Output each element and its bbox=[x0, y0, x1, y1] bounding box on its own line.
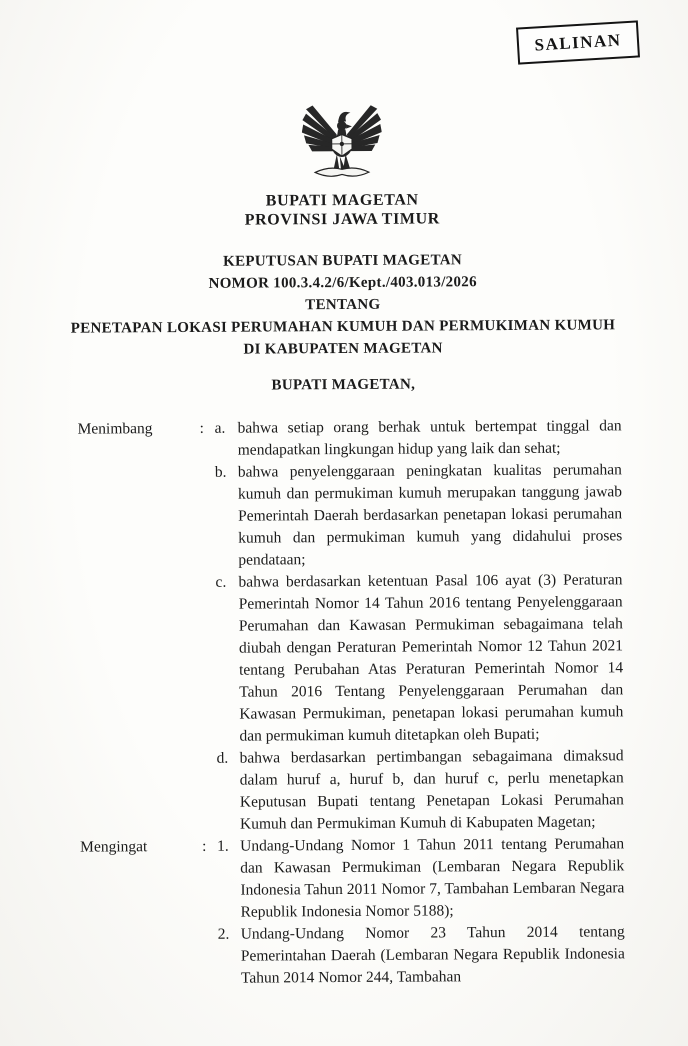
doc-number: NOMOR 100.3.4.2/6/Kept./403.013/2026 bbox=[208, 274, 477, 292]
item-text: Undang-Undang Nomor 1 Tahun 2011 tentang Perumahan dan Kawasan Permukiman (Lembaran Negara Republik Indonesia Tahun 2011 Nomor 7, Tambahan Lembaran Negara Republik Indonesia Nomor 5188); bbox=[240, 835, 625, 921]
issuer-salutation: BUPATI MAGETAN, bbox=[271, 376, 416, 394]
item-marker: c. bbox=[215, 573, 227, 591]
motto-ribbon bbox=[315, 168, 369, 176]
considerations-label: Menimbang bbox=[77, 420, 153, 438]
legal-basis-item-2 bbox=[218, 921, 625, 989]
title-block bbox=[0, 248, 687, 362]
salinan-stamp-label: SALINAN bbox=[533, 29, 622, 55]
item-marker: 1. bbox=[217, 837, 229, 855]
considerations-section bbox=[0, 415, 688, 837]
item-marker: b. bbox=[214, 463, 227, 481]
legal-basis-item-1 bbox=[217, 833, 625, 923]
item-text: Undang-Undang Nomor 23 Tahun 2014 tentang Pemerintahan Daerah (Lembaran Negara Republik Indonesia Tahun 2014 Nomor 244, Tambahan bbox=[240, 923, 625, 987]
doc-subject-line1: PENETAPAN LOKASI PERUMAHAN KUMUH DAN PERMUKIMAN KUMUH bbox=[70, 317, 616, 337]
item-text: bahwa penyelenggaraan peningkatan kualitas perumahan kumuh dan permukiman kumuh merupakan tanggung jawab Pemerintah Daerah berdasarkan penetapan lokasi perumahan kumuh dan permukiman kumuh yang didahului proses pendataan; bbox=[237, 461, 623, 569]
item-marker: d. bbox=[216, 749, 229, 767]
consideration-item-a bbox=[215, 415, 622, 461]
consideration-item-c bbox=[215, 569, 623, 747]
considerations-items bbox=[215, 415, 625, 835]
item-marker: a. bbox=[214, 419, 226, 437]
legal-basis-colon: : bbox=[202, 837, 207, 855]
letterhead bbox=[0, 0, 686, 231]
considerations-colon: : bbox=[199, 419, 204, 437]
legal-basis-label: Mengingat bbox=[80, 838, 148, 856]
doc-about-label: TENTANG bbox=[305, 296, 381, 314]
consideration-item-b bbox=[215, 459, 623, 571]
item-text: bahwa berdasarkan pertimbangan sebagaimana dimaksud dalam huruf a, huruf b, dan huruf c, perlu menetapkan Keputusan Bupati tentang Penetapan Lokasi Perumahan Kumuh dan Permukiman Kumuh di Kabupaten Magetan; bbox=[239, 747, 624, 833]
item-marker: 2. bbox=[217, 925, 230, 943]
document-body bbox=[0, 415, 688, 991]
legal-basis-section bbox=[2, 833, 688, 991]
letterhead-region: PROVINSI JAWA TIMUR bbox=[244, 210, 440, 229]
item-text: bahwa berdasarkan ketentuan Pasal 106 ayat (3) Peraturan Pemerintah Nomor 14 Tahun 2016 tentang Penyelenggaraan Perumahan dan Kawasan Permukiman sebagaimana telah diubah dengan Peraturan Pemerintah Nomor 12 Tahun 2021 tentang Perubahan Atas Peraturan Pemerintah Nomor 14 Tahun 2016 Tentang Penyelenggaraan Perumahan dan Kawasan Permukiman, penetapan lokasi perumahan kumuh dan permukiman kumuh ditetapkan oleh Bupati; bbox=[238, 571, 624, 745]
letterhead-office: BUPATI MAGETAN bbox=[265, 191, 419, 210]
consideration-item-d bbox=[217, 745, 625, 835]
doc-subject-line2: DI KABUPATEN MAGETAN bbox=[243, 340, 443, 358]
item-text: bahwa setiap orang berhak untuk bertempat tinggal dan mendapatkan lingkungan hidup yang laik dan sehat; bbox=[237, 417, 622, 459]
legal-basis-items bbox=[217, 833, 625, 989]
garuda-pancasila-emblem bbox=[302, 97, 383, 185]
doc-type: KEPUTUSAN BUPATI MAGETAN bbox=[223, 252, 463, 270]
